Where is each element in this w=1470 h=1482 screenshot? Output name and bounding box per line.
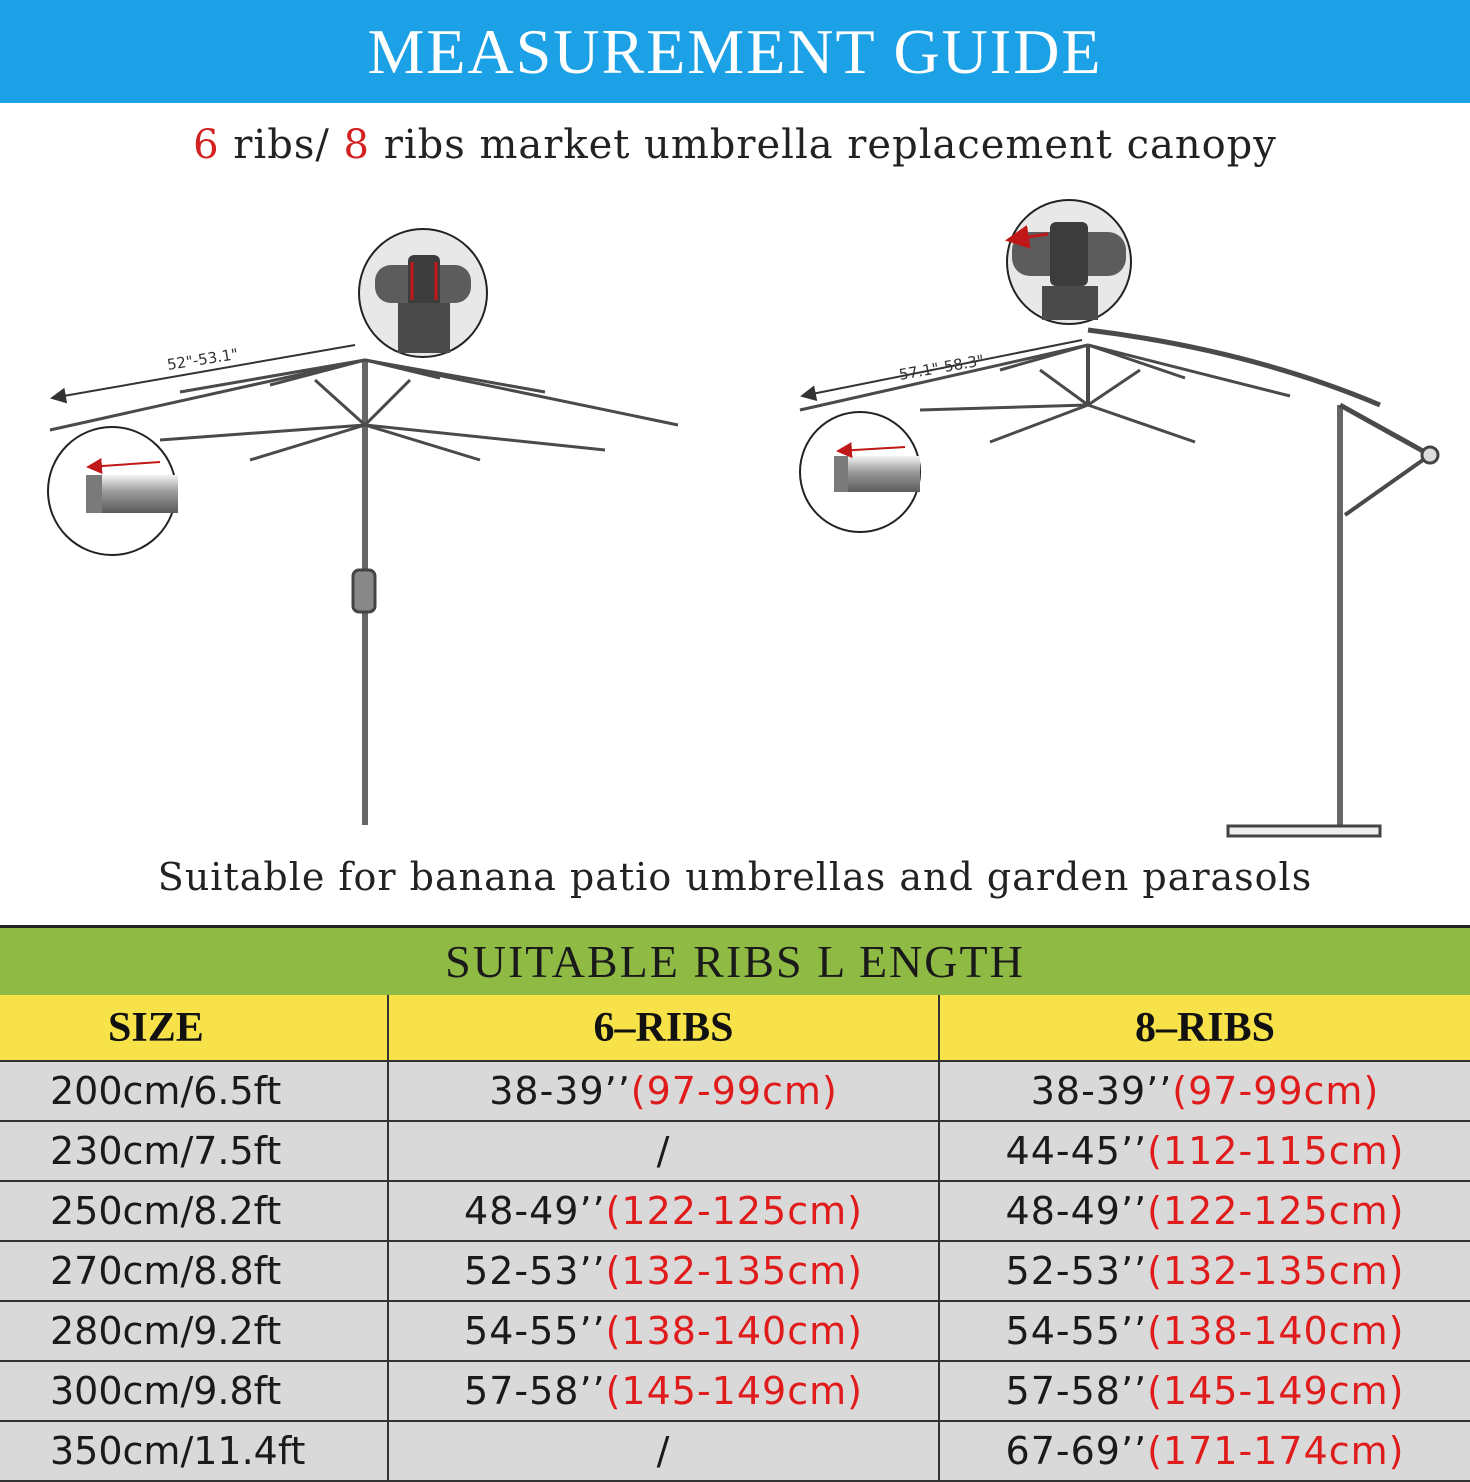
subtitle-text-a: ribs/: [219, 122, 344, 168]
banana-umbrella: [800, 330, 1438, 836]
table-row: [0, 1361, 1470, 1421]
six-rib-cell: [388, 1241, 939, 1301]
subtitle: [0, 122, 1470, 168]
hub-zoom-icon: [359, 229, 487, 357]
caption: Suitable for banana patio umbrellas and garden parasols: [157, 855, 1313, 899]
inch-value: 48-49’’: [1005, 1189, 1148, 1233]
header-8-ribs: 8–RIBS: [939, 995, 1470, 1061]
table-header-row: [0, 995, 1470, 1061]
inch-value: 57-58’’: [464, 1369, 606, 1413]
cm-value: (171-174cm): [1147, 1429, 1405, 1473]
table-row: [0, 1301, 1470, 1361]
six-rib-cell: [388, 1361, 939, 1421]
market-umbrella: [50, 360, 678, 825]
table-row: [0, 1181, 1470, 1241]
inch-value: 54-55’’: [1005, 1309, 1148, 1353]
inch-value: 67-69’’: [1005, 1429, 1148, 1473]
size-cell: 350cm/11.4ft: [0, 1421, 388, 1481]
six-rib-cell: [388, 1421, 939, 1481]
table-row: [0, 1121, 1470, 1181]
size-cell: 270cm/8.8ft: [0, 1241, 388, 1301]
cm-value: (138-140cm): [605, 1309, 863, 1353]
cm-value: (138-140cm): [1147, 1309, 1405, 1353]
size-cell: 300cm/9.8ft: [0, 1361, 388, 1421]
six-rib-cell: [388, 1121, 939, 1181]
eight-rib-cell: [939, 1421, 1470, 1481]
cm-value: (145-149cm): [1147, 1369, 1405, 1413]
inch-value: 52-53’’: [464, 1249, 606, 1293]
subtitle-rib-count-b: 8: [343, 122, 370, 168]
six-rib-cell: [388, 1181, 939, 1241]
header-size: SIZE: [0, 995, 388, 1061]
hub-zoom-icon: [1007, 200, 1131, 324]
umbrella-illustration: [0, 195, 1470, 860]
cm-value: (112-115cm): [1147, 1129, 1405, 1173]
size-cell: 280cm/9.2ft: [0, 1301, 388, 1361]
six-rib-cell: [388, 1061, 939, 1121]
inch-value: /: [656, 1129, 671, 1173]
eight-rib-cell: [939, 1301, 1470, 1361]
size-cell: 250cm/8.2ft: [0, 1181, 388, 1241]
inch-value: /: [656, 1429, 671, 1473]
cm-value: (122-125cm): [1147, 1189, 1405, 1233]
cm-value: (132-135cm): [605, 1249, 863, 1293]
six-rib-cell: [388, 1301, 939, 1361]
size-cell: 200cm/6.5ft: [0, 1061, 388, 1121]
rib-length-table: [0, 995, 1470, 1482]
eight-rib-cell: [939, 1241, 1470, 1301]
inch-value: 38-39’’: [1030, 1069, 1173, 1113]
subtitle-text-b: ribs market umbrella replacement canopy: [369, 122, 1277, 168]
cm-value: (145-149cm): [605, 1369, 863, 1413]
eight-rib-cell: [939, 1181, 1470, 1241]
header-6-ribs: 6–RIBS: [388, 995, 939, 1061]
measure-label-left: 52"-53.1": [165, 344, 240, 374]
cm-value: (97-99cm): [630, 1069, 838, 1113]
page-title: MEASUREMENT GUIDE: [367, 15, 1103, 87]
measure-label-right: 57.1"-58.3": [897, 351, 986, 384]
cm-value: (132-135cm): [1147, 1249, 1405, 1293]
header-banner: [0, 0, 1470, 103]
eight-rib-cell: [939, 1061, 1470, 1121]
table-row: [0, 1421, 1470, 1481]
inch-value: 38-39’’: [489, 1069, 631, 1113]
table-row: [0, 1241, 1470, 1301]
cm-value: (122-125cm): [605, 1189, 863, 1233]
inch-value: 52-53’’: [1005, 1249, 1148, 1293]
eight-rib-cell: [939, 1121, 1470, 1181]
table-title-band: [0, 925, 1470, 995]
cm-value: (97-99cm): [1172, 1069, 1380, 1113]
inch-value: 57-58’’: [1005, 1369, 1148, 1413]
rib-end-zoom-icon: [800, 412, 920, 532]
inch-value: 44-45’’: [1005, 1129, 1148, 1173]
rib-end-zoom-icon: [48, 427, 178, 555]
table-row: [0, 1061, 1470, 1121]
table-title: SUITABLE RIBS L ENGTH: [445, 936, 1025, 987]
inch-value: 48-49’’: [464, 1189, 606, 1233]
inch-value: 54-55’’: [464, 1309, 606, 1353]
subtitle-rib-count-a: 6: [193, 122, 220, 168]
eight-rib-cell: [939, 1361, 1470, 1421]
size-cell: 230cm/7.5ft: [0, 1121, 388, 1181]
